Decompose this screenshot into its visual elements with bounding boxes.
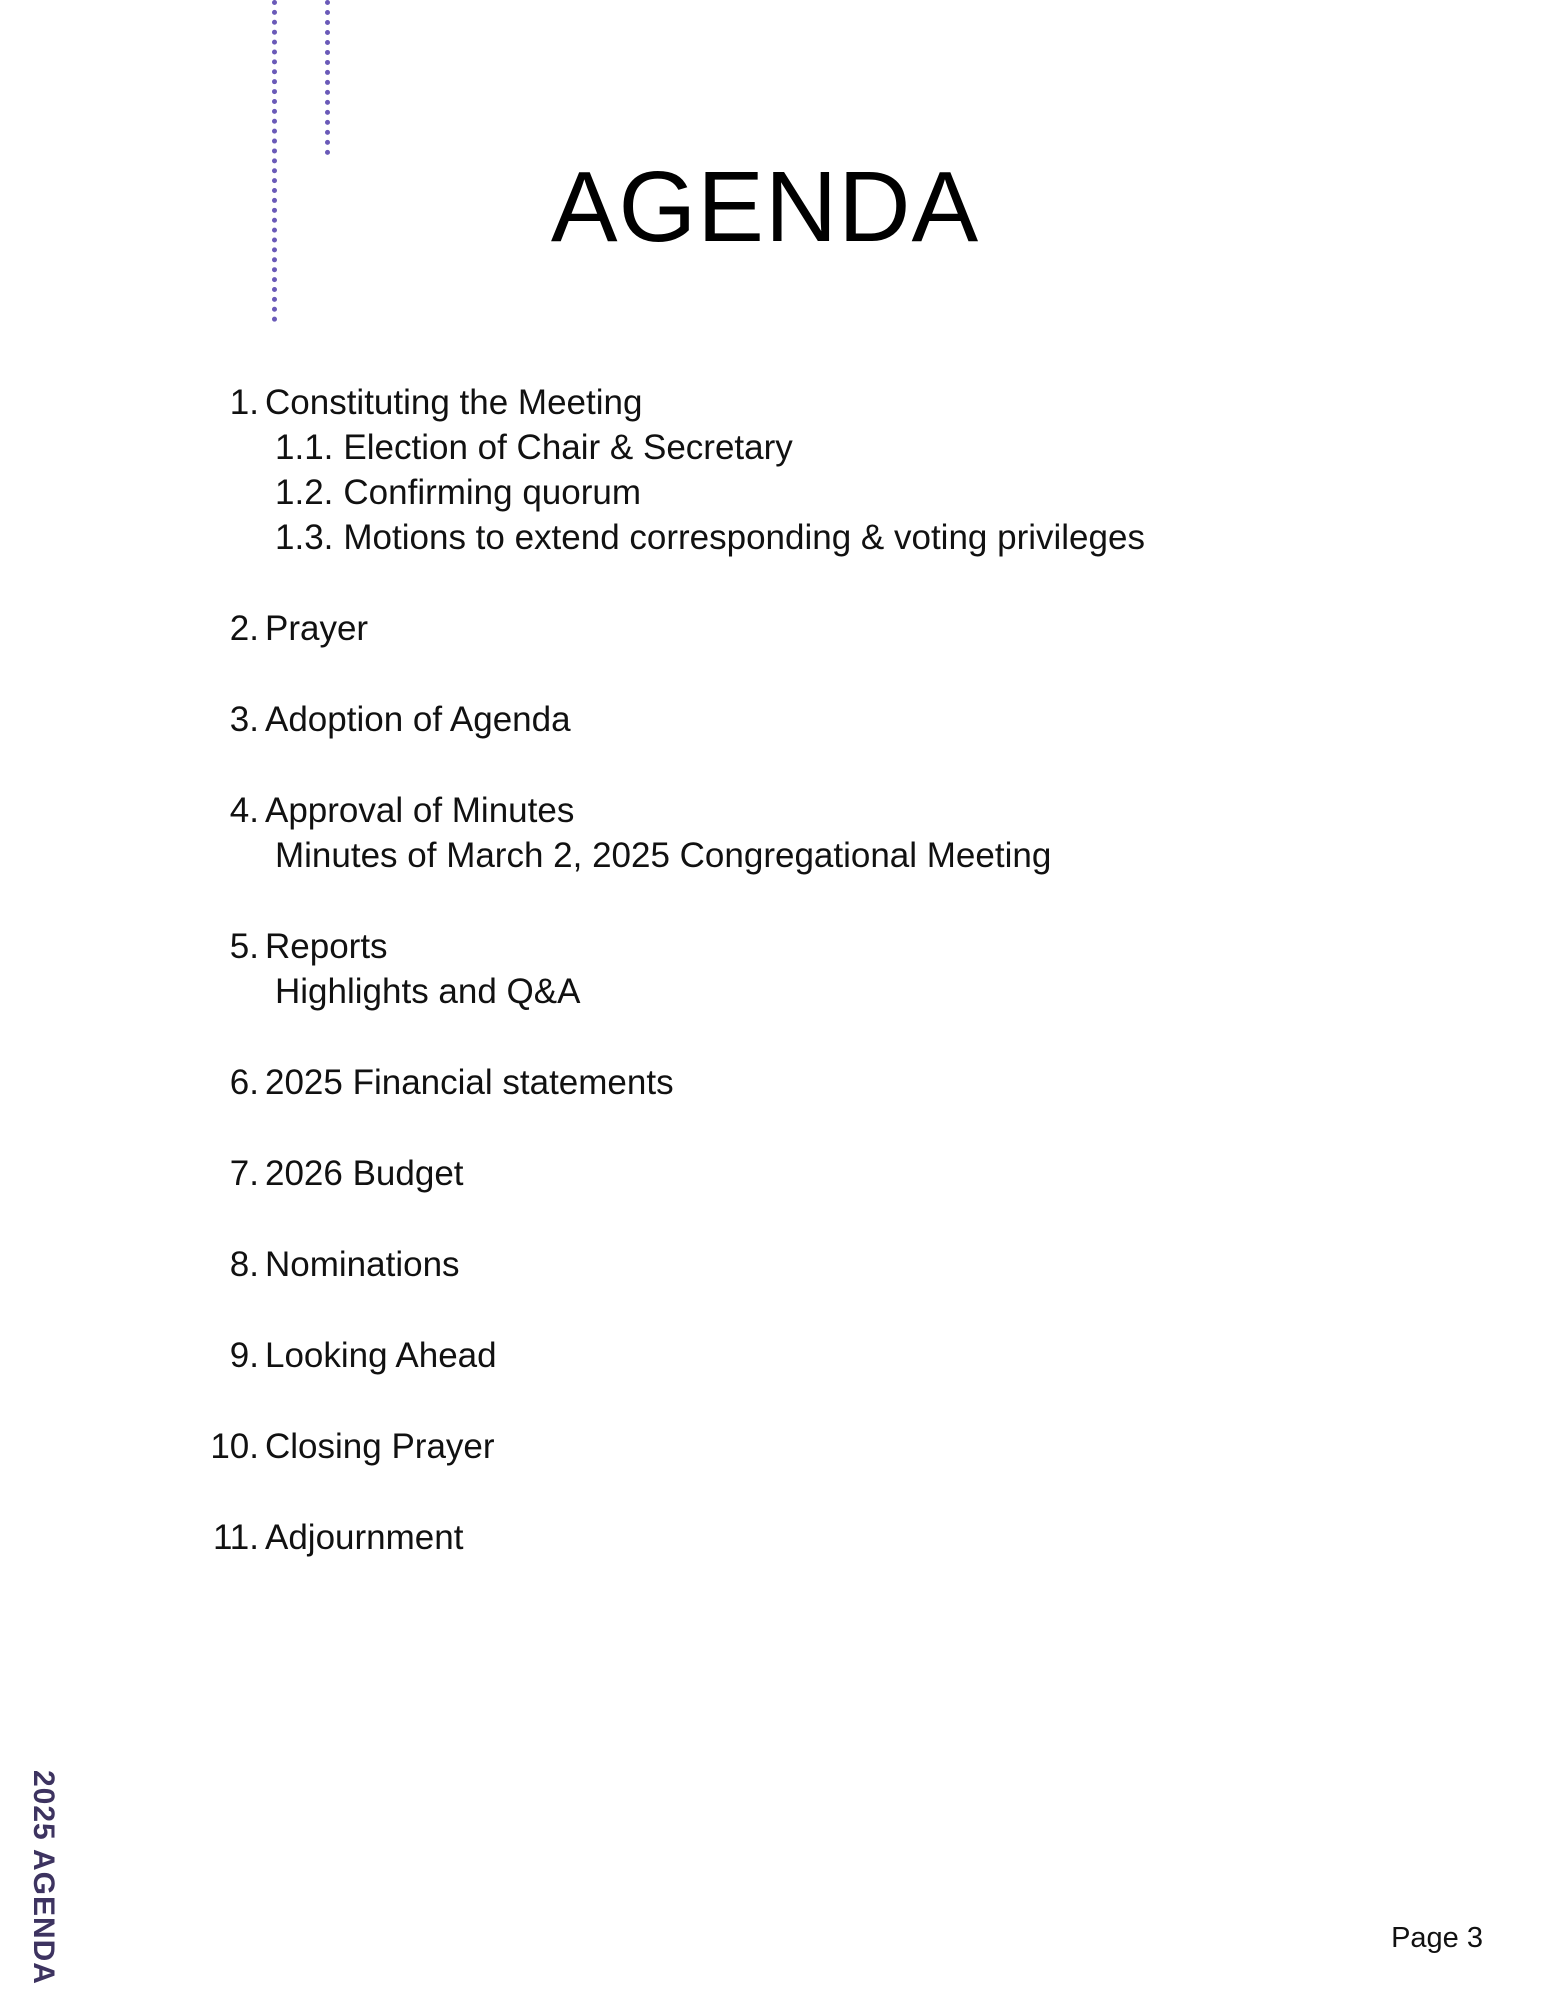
decorative-dotted-line-short bbox=[325, 0, 330, 155]
agenda-item-10 bbox=[180, 1424, 1280, 1469]
agenda-item-label: Prayer bbox=[265, 609, 369, 648]
agenda-item-label: Nominations bbox=[265, 1245, 460, 1284]
vertical-side-label: 2025 AGENDA bbox=[27, 1770, 60, 1985]
agenda-item-number: 1. bbox=[229, 383, 259, 422]
agenda-item-note: Minutes of March 2, 2025 Congregational Meeting bbox=[275, 836, 1052, 875]
agenda-item-number: 5. bbox=[229, 927, 259, 966]
agenda-item-9 bbox=[180, 1333, 1280, 1378]
agenda-subitem-number: 1.2. bbox=[275, 473, 334, 512]
agenda-item-label: Constituting the Meeting bbox=[265, 383, 643, 422]
agenda-item-label: 2026 Budget bbox=[265, 1154, 464, 1193]
agenda-item-7 bbox=[180, 1151, 1280, 1196]
agenda-item-5 bbox=[180, 924, 1280, 1014]
agenda-item-label: Closing Prayer bbox=[265, 1427, 495, 1466]
agenda-item-6 bbox=[180, 1060, 1280, 1105]
agenda-subitem-label: Confirming quorum bbox=[343, 473, 642, 512]
agenda-item-11 bbox=[180, 1515, 1280, 1560]
page-number: Page 3 bbox=[1391, 1922, 1483, 1954]
agenda-sub-list bbox=[180, 425, 1280, 560]
agenda-item-label: Reports bbox=[265, 927, 388, 966]
agenda-item-number: 4. bbox=[229, 791, 259, 830]
agenda-item-number: 8. bbox=[229, 1245, 259, 1284]
agenda-item-number: 2. bbox=[229, 609, 259, 648]
agenda-item-8 bbox=[180, 1242, 1280, 1287]
agenda-subitem-number: 1.1. bbox=[275, 428, 334, 467]
agenda-subitem-label: Motions to extend corresponding & voting privileges bbox=[343, 518, 1145, 557]
agenda-item-note: Highlights and Q&A bbox=[275, 972, 581, 1011]
page-title: AGENDA bbox=[550, 151, 980, 263]
agenda-item-3 bbox=[180, 697, 1280, 742]
agenda-item-number: 10. bbox=[210, 1427, 259, 1466]
agenda-item-label: Adoption of Agenda bbox=[265, 700, 571, 739]
agenda-subitem-1-3 bbox=[275, 515, 1280, 560]
agenda-item-number: 3. bbox=[229, 700, 259, 739]
agenda-item-number: 9. bbox=[229, 1336, 259, 1375]
agenda-list bbox=[180, 380, 1280, 1606]
agenda-item-number: 7. bbox=[229, 1154, 259, 1193]
agenda-subitem-1-1 bbox=[275, 425, 1280, 470]
agenda-item-number: 6. bbox=[229, 1063, 259, 1102]
agenda-subitem-number: 1.3. bbox=[275, 518, 334, 557]
agenda-item-4 bbox=[180, 788, 1280, 878]
agenda-subitem-1-2 bbox=[275, 470, 1280, 515]
agenda-item-label: Looking Ahead bbox=[265, 1336, 497, 1375]
agenda-item-label: 2025 Financial statements bbox=[265, 1063, 674, 1102]
agenda-item-label: Adjournment bbox=[265, 1518, 464, 1557]
agenda-item-label: Approval of Minutes bbox=[265, 791, 575, 830]
agenda-item-1 bbox=[180, 380, 1280, 560]
agenda-item-number: 11. bbox=[212, 1518, 259, 1557]
agenda-item-2 bbox=[180, 606, 1280, 651]
agenda-subitem-label: Election of Chair & Secretary bbox=[343, 428, 793, 467]
